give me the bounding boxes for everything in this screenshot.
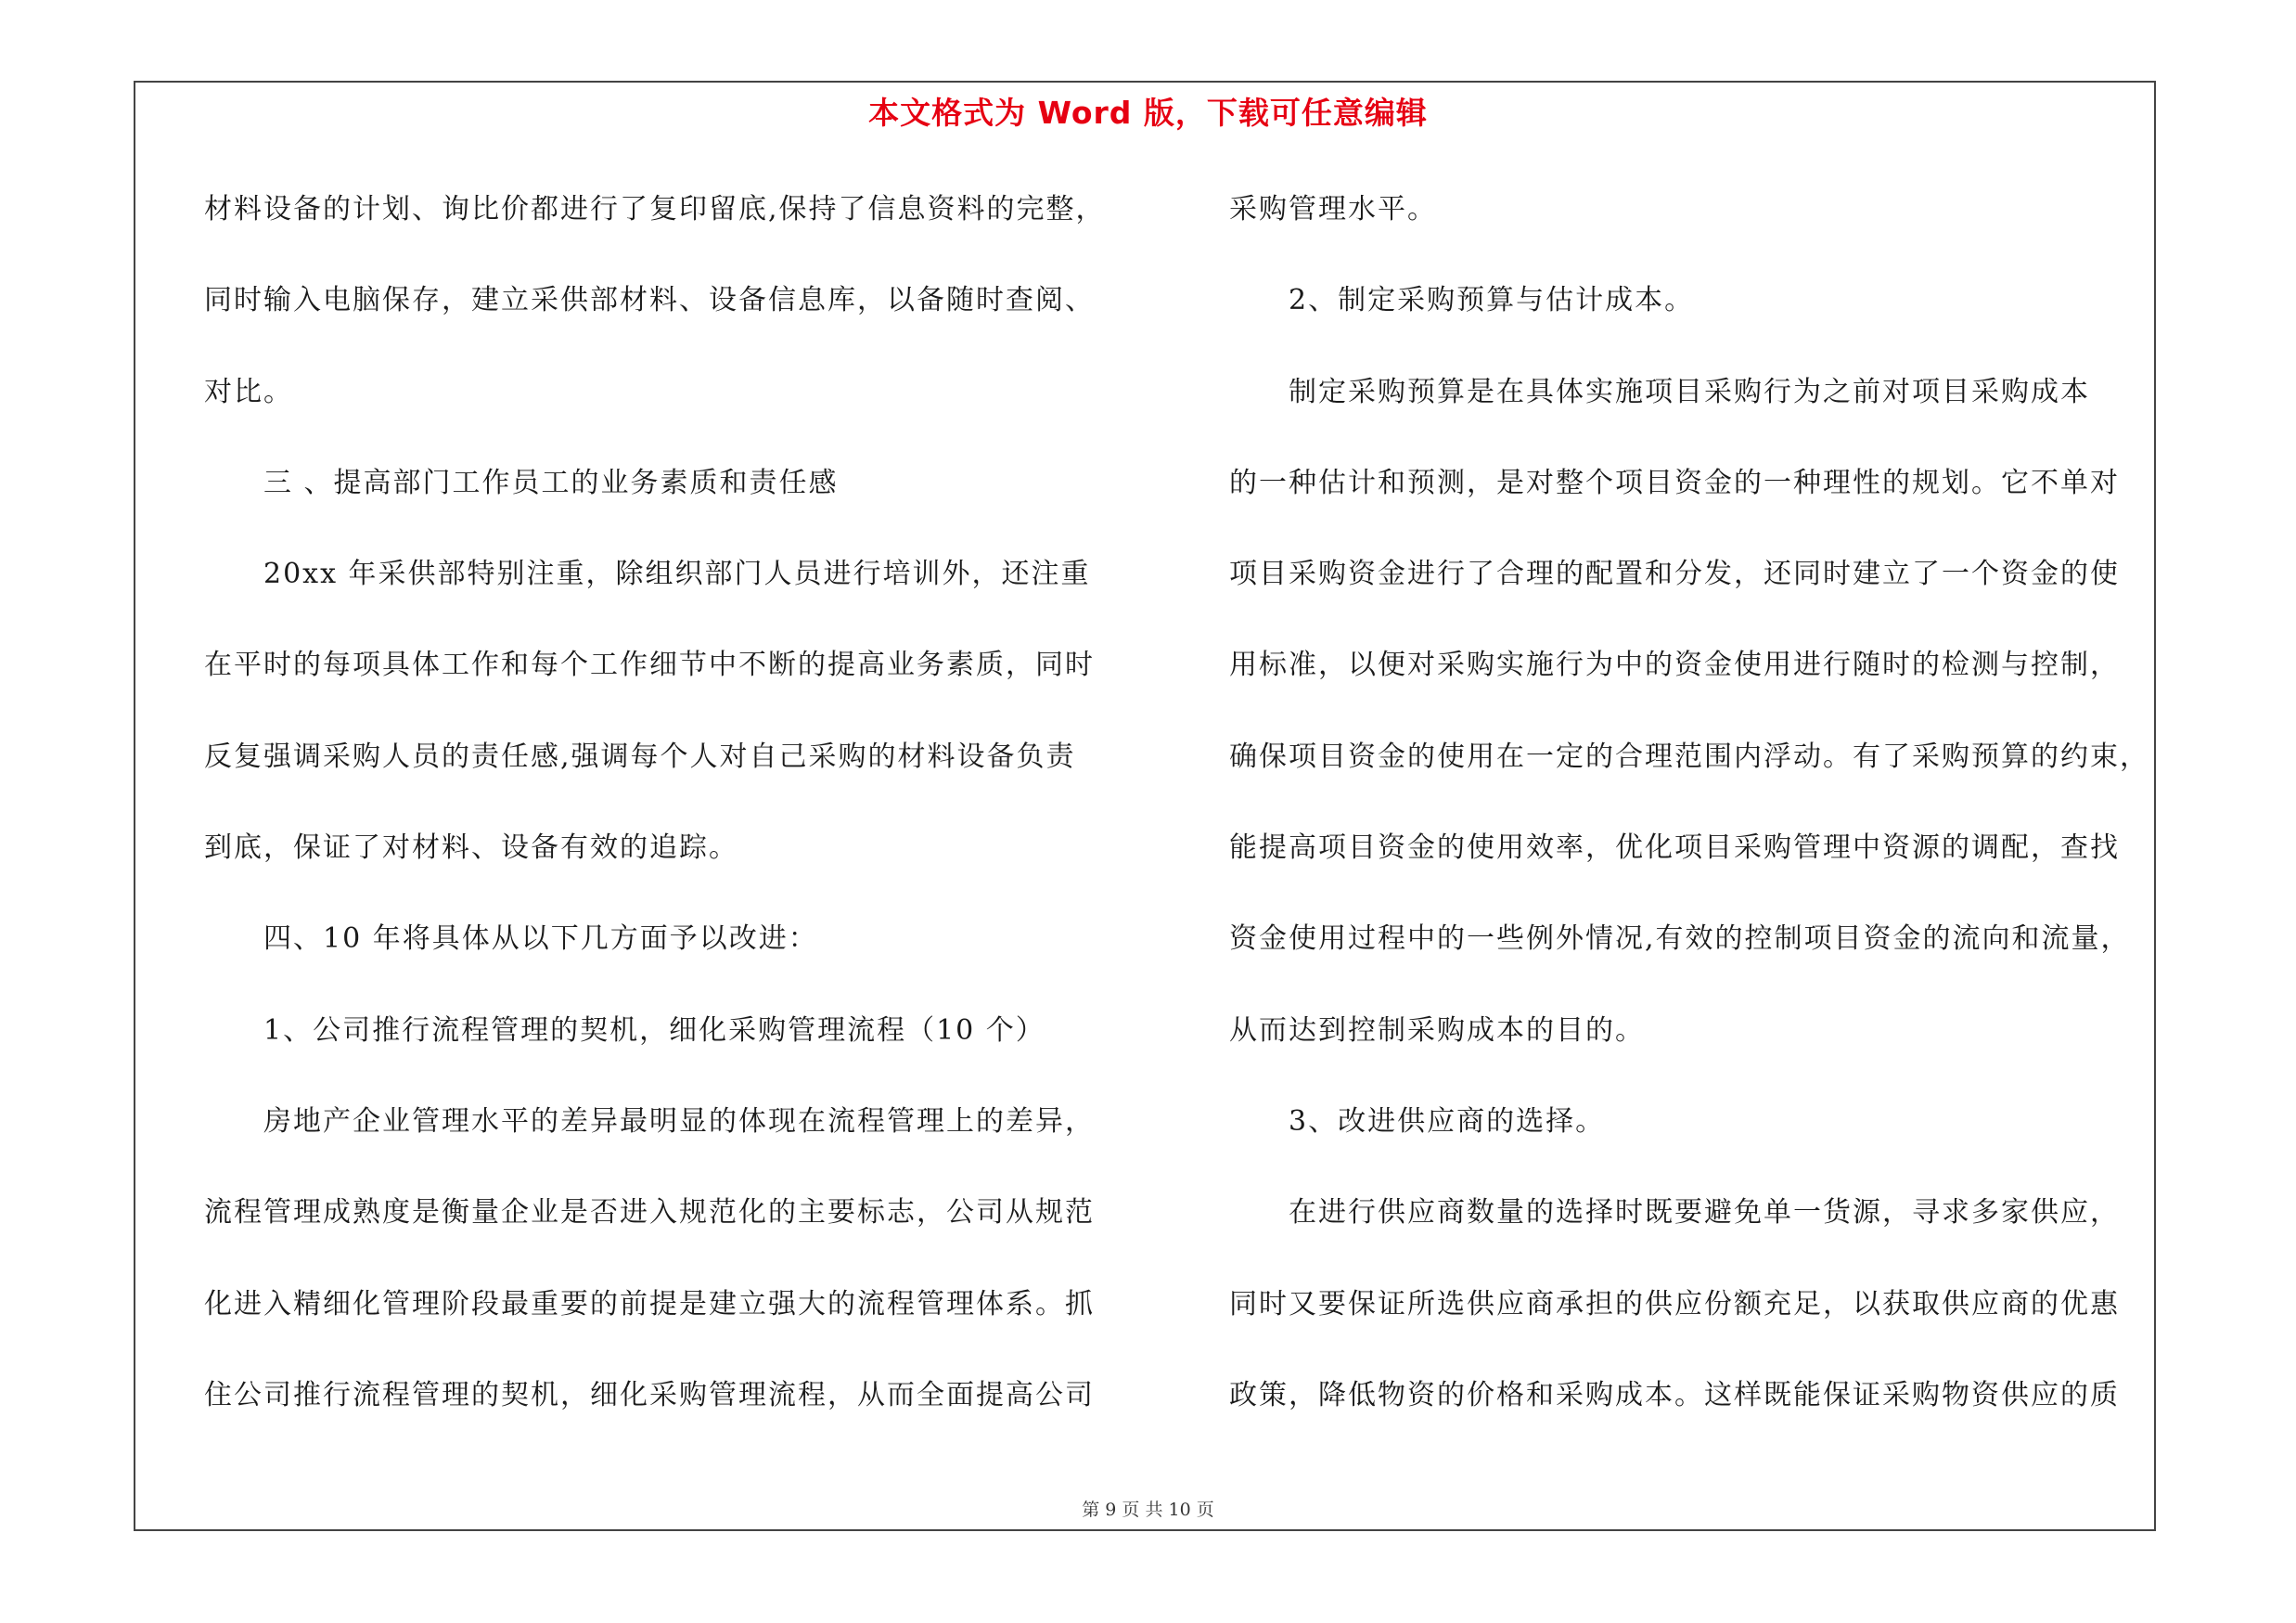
section-heading: 三 、提高部门工作员工的业务素质和责任感 [204, 466, 839, 499]
text-line: 流程管理成熟度是衡量企业是否进入规范化的主要标志，公司从规范 [204, 1196, 1095, 1230]
text-line: 同时又要保证所选供应商承担的供应份额充足，以获取供应商的优惠 [1229, 1287, 2120, 1320]
right-text-column [1229, 179, 2175, 1456]
word-format-banner: 本文格式为 Word 版，下载可任意编辑 [868, 95, 1428, 131]
text-line: 房地产企业管理水平的差异最明显的体现在流程管理上的差异， [204, 1104, 1095, 1138]
text-line: 在平时的每项具体工作和每个工作细节中不断的提高业务素质，同时 [204, 649, 1095, 682]
left-text-column [204, 179, 1150, 1456]
subsection-heading: 1、公司推行流程管理的契机，细化采购管理流程（10 个） [204, 1013, 1045, 1047]
text-line: 在进行供应商数量的选择时既要避免单一货源，寻求多家供应， [1229, 1196, 2120, 1230]
subsection-heading: 3、改进供应商的选择。 [1229, 1104, 1606, 1138]
text-line: 到底，保证了对材料、设备有效的追踪。 [204, 831, 738, 865]
text-line: 政策，降低物资的价格和采购成本。这样既能保证采购物资供应的质 [1229, 1378, 2120, 1411]
text-line: 能提高项目资金的使用效率，优化项目采购管理中资源的调配，查找 [1229, 831, 2120, 865]
text-line: 20xx 年采供部特别注重，除组织部门人员进行培训外，还注重 [204, 558, 1091, 591]
page-number: 第 9 页 共 10 页 [1082, 1500, 1214, 1520]
text-line: 化进入精细化管理阶段最重要的前提是建立强大的流程管理体系。抓 [204, 1287, 1095, 1320]
text-line: 从而达到控制采购成本的目的。 [1229, 1013, 1645, 1047]
text-line: 项目采购资金进行了合理的配置和分发，还同时建立了一个资金的使 [1229, 558, 2120, 591]
text-line: 用标准，以便对采购实施行为中的资金使用进行随时的检测与控制， [1229, 649, 2120, 682]
text-line: 制定采购预算是在具体实施项目采购行为之前对项目采购成本 [1229, 375, 2090, 408]
text-line: 对比。 [204, 375, 293, 408]
text-line: 住公司推行流程管理的契机，细化采购管理流程，从而全面提高公司 [204, 1378, 1095, 1411]
section-heading: 四、10 年将具体从以下几方面予以改进： [204, 922, 818, 956]
text-line: 确保项目资金的使用在一定的合理范围内浮动。有了采购预算的约束， [1229, 740, 2149, 773]
text-line: 同时输入电脑保存，建立采供部材料、设备信息库，以备随时查阅、 [204, 284, 1095, 317]
subsection-heading: 2、制定采购预算与估计成本。 [1229, 284, 1695, 317]
text-line: 的一种估计和预测，是对整个项目资金的一种理性的规划。它不单对 [1229, 466, 2120, 499]
text-line: 反复强调采购人员的责任感,强调每个人对自己采购的材料设备负责 [204, 740, 1076, 773]
text-line: 材料设备的计划、询比价都进行了复印留底,保持了信息资料的完整， [204, 193, 1106, 225]
text-line: 资金使用过程中的一些例外情况,有效的控制项目资金的流向和流量， [1229, 922, 2131, 956]
text-line: 采购管理水平。 [1229, 193, 1437, 225]
